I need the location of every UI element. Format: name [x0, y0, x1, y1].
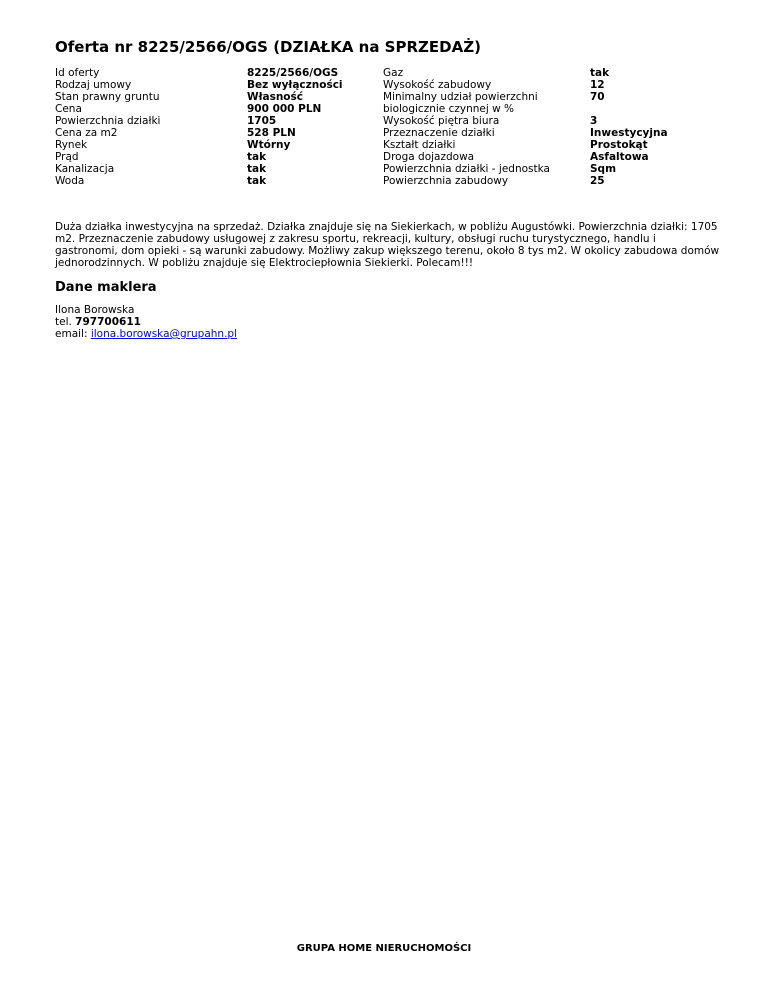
detail-label: Powierzchnia działki - jednostka — [383, 163, 550, 175]
detail-value: Wtórny — [247, 139, 291, 151]
footer-company: GRUPA HOME NIERUCHOMOŚCI — [296, 943, 472, 954]
detail-label: Stan prawny gruntu — [55, 91, 160, 103]
detail-label: Rynek — [55, 139, 88, 151]
detail-value: tak — [247, 163, 267, 175]
agent-email-label: email: — [55, 328, 91, 340]
detail-label: Przeznaczenie działki — [383, 127, 495, 139]
detail-value: Bez wyłączności — [247, 79, 343, 91]
agent-contact — [55, 304, 237, 340]
detail-label: Wysokość piętra biura — [383, 115, 500, 127]
detail-value: 8225/2566/OGS — [247, 67, 339, 79]
detail-value: 25 — [590, 175, 605, 187]
detail-label: Cena — [55, 103, 82, 115]
detail-label: Wysokość zabudowy — [383, 79, 492, 91]
agent-phone-line — [55, 316, 237, 328]
detail-label: Droga dojazdowa — [383, 151, 475, 163]
detail-value: tak — [247, 151, 267, 163]
detail-value: 70 — [590, 91, 605, 103]
agent-section-title: Dane maklera — [55, 280, 157, 295]
detail-label: Powierzchnia działki — [55, 115, 161, 127]
detail-value: 12 — [590, 79, 605, 91]
detail-value: Prostokąt — [590, 139, 648, 151]
detail-label: Kanalizacja — [55, 163, 115, 175]
detail-value: Asfaltowa — [590, 151, 649, 163]
agent-phone-label: tel. — [55, 316, 76, 328]
detail-label: Gaz — [383, 67, 404, 79]
offer-details-table — [55, 67, 715, 187]
detail-value: Sqm — [590, 163, 617, 175]
detail-value: tak — [590, 67, 610, 79]
detail-label: Minimalny udział powierzchni biologicznie czynnej w % — [383, 91, 538, 115]
agent-email-line — [55, 328, 237, 340]
detail-label: Prąd — [55, 151, 79, 163]
detail-value: tak — [247, 175, 267, 187]
detail-value: 528 PLN — [247, 127, 296, 139]
detail-value: 1705 — [247, 115, 277, 127]
agent-phone: 797700611 — [75, 316, 141, 328]
detail-value: Własność — [247, 91, 303, 103]
agent-email-link[interactable]: ilona.borowska@grupahn.pl — [90, 328, 237, 340]
detail-label: Powierzchnia zabudowy — [383, 175, 509, 187]
offer-title: Oferta nr 8225/2566/OGS (DZIAŁKA na SPRZEDAŻ) — [55, 38, 481, 56]
offer-description: Duża działka inwestycyjna na sprzedaż. Działka znajduje się na Siekierkach, w pobliżu Augustówki. Powierzchnia działki: 1705 m2. Przeznaczenie zabudowy usługowej z zakresu sportu, rekreacji, kultury, obsługi ruchu turystycznego, handlu i gastronomi, dom opieki - są warunki zabudowy. Możliwy zakup większego terenu, około 8 tys m2. W okolicy zabudowa domów jednorodzinnych. W pobliżu znajduje się Elektrociepłownia Siekierki. Polecam!!! — [55, 221, 720, 269]
detail-label: Kształt działki — [383, 139, 456, 151]
detail-label: Rodzaj umowy — [55, 79, 132, 91]
detail-value: 3 — [590, 115, 598, 127]
agent-name: Ilona Borowska — [55, 304, 135, 316]
detail-value: 900 000 PLN — [247, 103, 322, 115]
detail-label: Woda — [55, 175, 85, 187]
detail-value: Inwestycyjna — [590, 127, 668, 139]
detail-label: Id oferty — [55, 67, 100, 79]
detail-label: Cena za m2 — [55, 127, 118, 139]
